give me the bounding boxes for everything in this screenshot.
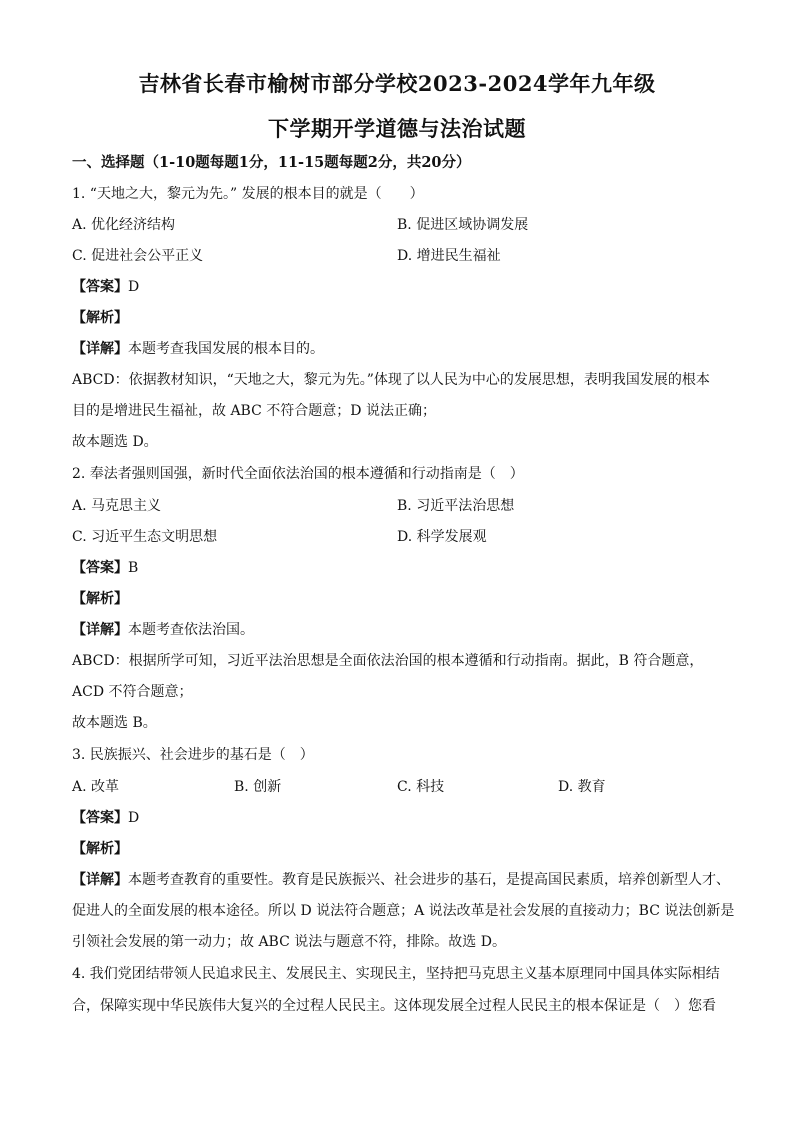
q3-option-b: B. 创新 bbox=[234, 779, 282, 795]
q1-explanation-line1: ABCD：依据教材知识，“天地之大，黎元为先。”体现了以人民为中心的发展思想，表明我国发展的根本 bbox=[72, 372, 710, 388]
q2-option-a: A. 马克思主义 bbox=[72, 498, 162, 514]
detail-label: 【详解】 bbox=[72, 341, 128, 357]
q1-explanation-line2: 目的是增进民生福祉，故 ABC 不符合题意；D 说法正确； bbox=[72, 403, 436, 419]
q1-explanation-line3: 故本题选 D。 bbox=[72, 434, 158, 450]
q4-stem-line2: 合，保障实现中华民族伟大复兴的全过程人民民主。这体现发展全过程人民民主的根本保证是（ ）您看 bbox=[72, 998, 716, 1014]
q2-option-c: C. 习近平生态文明思想 bbox=[72, 529, 218, 545]
document-title-line2: 下学期开学道德与法治试题 bbox=[268, 116, 526, 141]
q1-analysis-label bbox=[72, 307, 128, 327]
analysis-label: 【解析】 bbox=[72, 310, 128, 326]
q3-answer bbox=[72, 807, 139, 827]
q3-detail bbox=[72, 869, 730, 889]
q1-option-a: A. 优化经济结构 bbox=[72, 217, 176, 233]
q3-option-a: A. 改革 bbox=[72, 779, 120, 795]
answer-label: 【答案】 bbox=[72, 810, 128, 826]
document-title-line1: 吉林省长春市榆树市部分学校2023-2024学年九年级 bbox=[138, 71, 656, 96]
q2-detail-text: 本题考查依法治国。 bbox=[128, 622, 254, 638]
q3-stem: 3. 民族振兴、社会进步的基石是（ ） bbox=[72, 747, 314, 763]
q4-stem-line1: 4. 我们党团结带领人民追求民主、发展民主、实现民主，坚持把马克思主义基本原理同中国具体实际相结 bbox=[72, 966, 720, 982]
q2-stem: 2. 奉法者强则国强，新时代全面依法治国的根本遵循和行动指南是（ ） bbox=[72, 466, 524, 482]
analysis-label: 【解析】 bbox=[72, 591, 128, 607]
q1-answer-value: D bbox=[128, 279, 140, 295]
q1-stem: 1. “天地之大，黎元为先。” 发展的根本目的就是（ ） bbox=[72, 186, 424, 202]
section-heading: 一、选择题（1-10题每题1分，11-15题每题2分，共20分） bbox=[72, 154, 471, 171]
q3-detail-text: 本题考查教育的重要性。教育是民族振兴、社会进步的基石，是提高国民素质，培养创新型人才、 bbox=[128, 872, 730, 888]
answer-label: 【答案】 bbox=[72, 279, 128, 295]
detail-label: 【详解】 bbox=[72, 872, 128, 888]
q2-option-d: D. 科学发展观 bbox=[397, 529, 487, 545]
analysis-label: 【解析】 bbox=[72, 841, 128, 857]
q1-detail bbox=[72, 338, 324, 358]
q3-explanation-line2: 引领社会发展的第一动力；故 ABC 说法与题意不符，排除。故选 D。 bbox=[72, 934, 506, 950]
q3-explanation-line1: 促进人的全面发展的根本途径。所以 D 说法符合题意；A 说法改革是社会发展的直接动力；BC 说法创新是 bbox=[72, 903, 735, 919]
q1-option-d: D. 增进民生福祉 bbox=[397, 248, 501, 264]
q1-option-c: C. 促进社会公平正义 bbox=[72, 248, 204, 264]
answer-label: 【答案】 bbox=[72, 560, 128, 576]
q2-detail bbox=[72, 619, 254, 639]
q2-answer bbox=[72, 557, 138, 577]
q1-option-b: B. 促进区域协调发展 bbox=[397, 217, 529, 233]
q2-answer-value: B bbox=[128, 560, 139, 576]
q2-option-b: B. 习近平法治思想 bbox=[397, 498, 515, 514]
q3-option-d: D. 教育 bbox=[558, 779, 606, 795]
q2-explanation-line3: 故本题选 B。 bbox=[72, 715, 157, 731]
q2-analysis-label bbox=[72, 588, 128, 608]
q1-answer bbox=[72, 276, 139, 296]
q3-answer-value: D bbox=[128, 810, 140, 826]
q1-detail-text: 本题考查我国发展的根本目的。 bbox=[128, 341, 324, 357]
q2-explanation-line2: ACD 不符合题意； bbox=[72, 684, 193, 700]
detail-label: 【详解】 bbox=[72, 622, 128, 638]
q3-analysis-label bbox=[72, 838, 128, 858]
q2-explanation-line1: ABCD：根据所学可知，习近平法治思想是全面依法治国的根本遵循和行动指南。据此，B 符合题意， bbox=[72, 653, 704, 669]
q3-option-c: C. 科技 bbox=[397, 779, 445, 795]
